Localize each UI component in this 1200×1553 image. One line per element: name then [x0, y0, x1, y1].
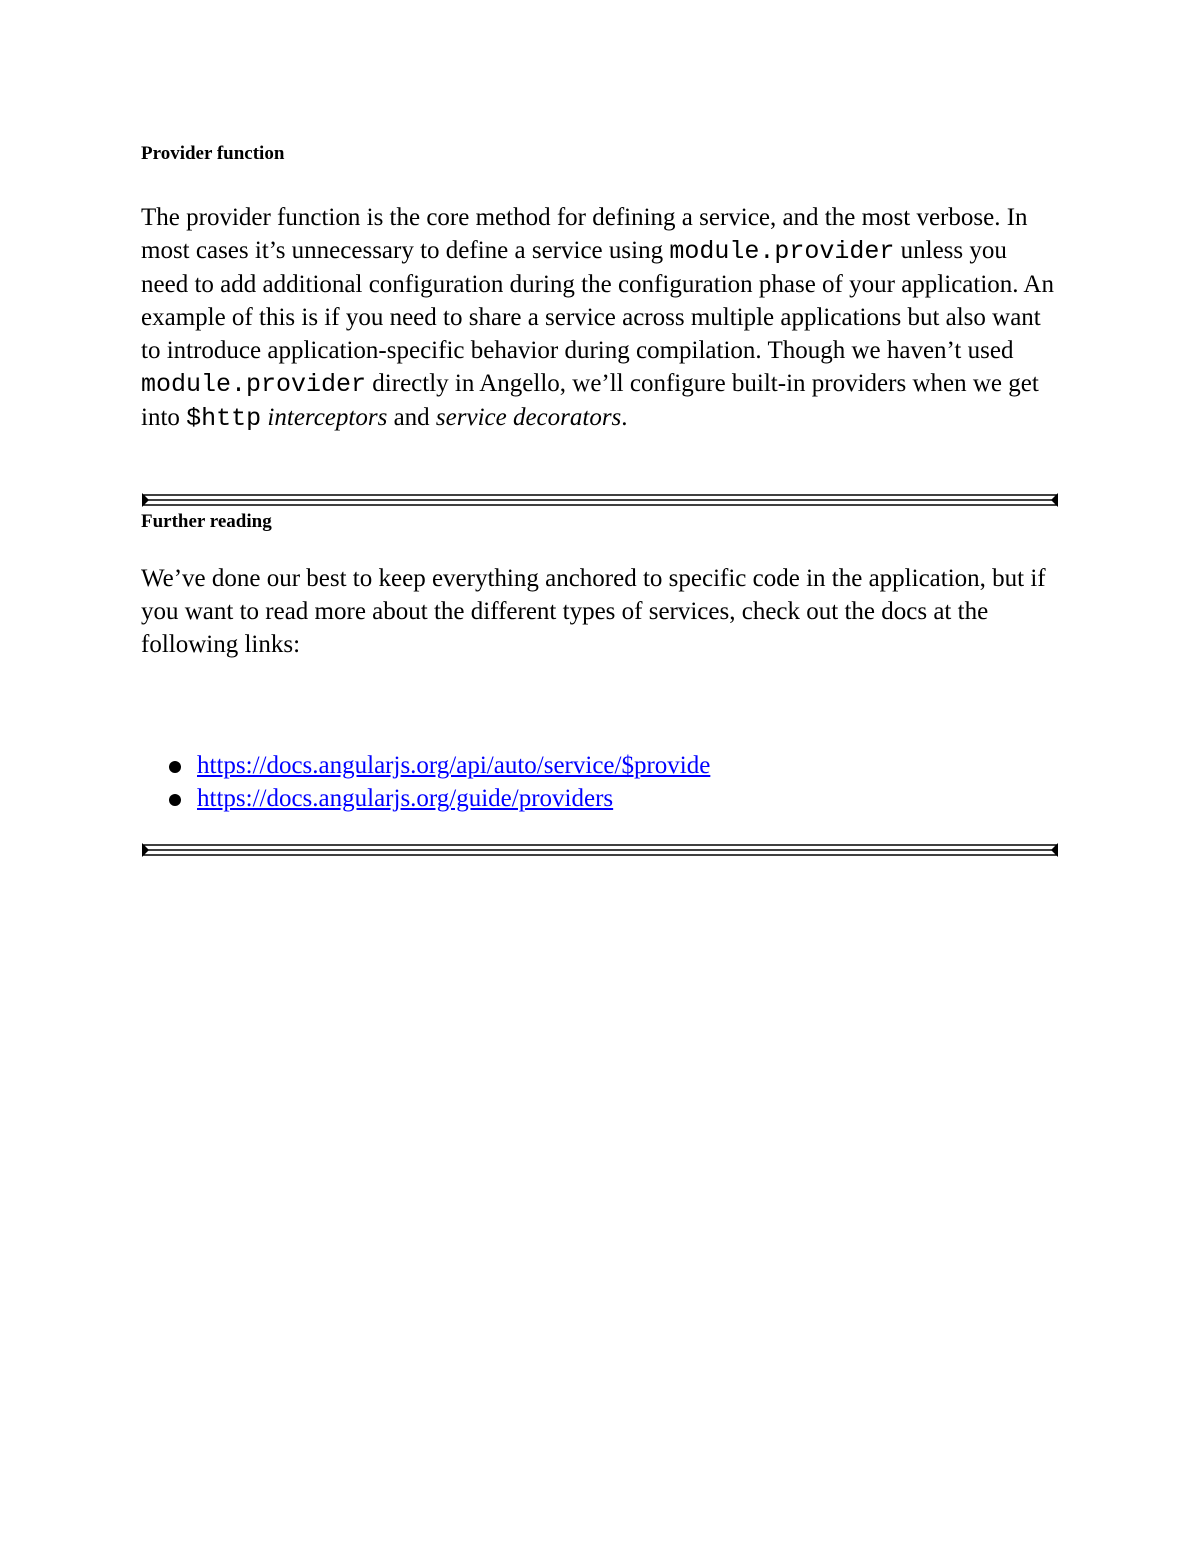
link-provide-api[interactable]: https://docs.angularjs.org/api/auto/service/$provide	[197, 752, 711, 779]
code-module-provider: module.provider	[669, 237, 895, 266]
bullet-icon	[169, 794, 181, 806]
code-module-provider: module.provider	[141, 370, 367, 399]
provider-function-paragraph: The provider function is the core method for defining a service, and the most verbose. In most cases it’s unnecessary to define a service using module.provider unless you need to add additional configuration during the configuration phase of your application. An example of this is if you need to share a service across multiple applications but also want to introduce application-specific behavior during compilation. Though we haven’t used module.provider directly in Angello, we’ll configure built-in providers when we get into $http interceptors and service decorators.	[141, 204, 1054, 433]
code-http: $http	[186, 404, 262, 433]
link-providers-guide[interactable]: https://docs.angularjs.org/guide/providers	[197, 785, 614, 812]
section-heading-provider-function: Provider function	[141, 143, 285, 164]
list-item	[141, 749, 1059, 782]
emphasis-service-decorators: service decorators	[435, 404, 622, 431]
bullet-icon	[169, 761, 181, 773]
links-list	[141, 749, 1059, 815]
list-item	[141, 782, 1059, 815]
horizontal-rule	[141, 492, 1059, 508]
further-reading-paragraph: We’ve done our best to keep everything anchored to specific code in the application, but if you want to read more about the different types of services, check out the docs at the following links:	[141, 565, 1046, 658]
horizontal-rule	[141, 842, 1059, 858]
section-heading-further-reading: Further reading	[141, 511, 272, 532]
emphasis-interceptors: interceptors	[267, 404, 388, 431]
